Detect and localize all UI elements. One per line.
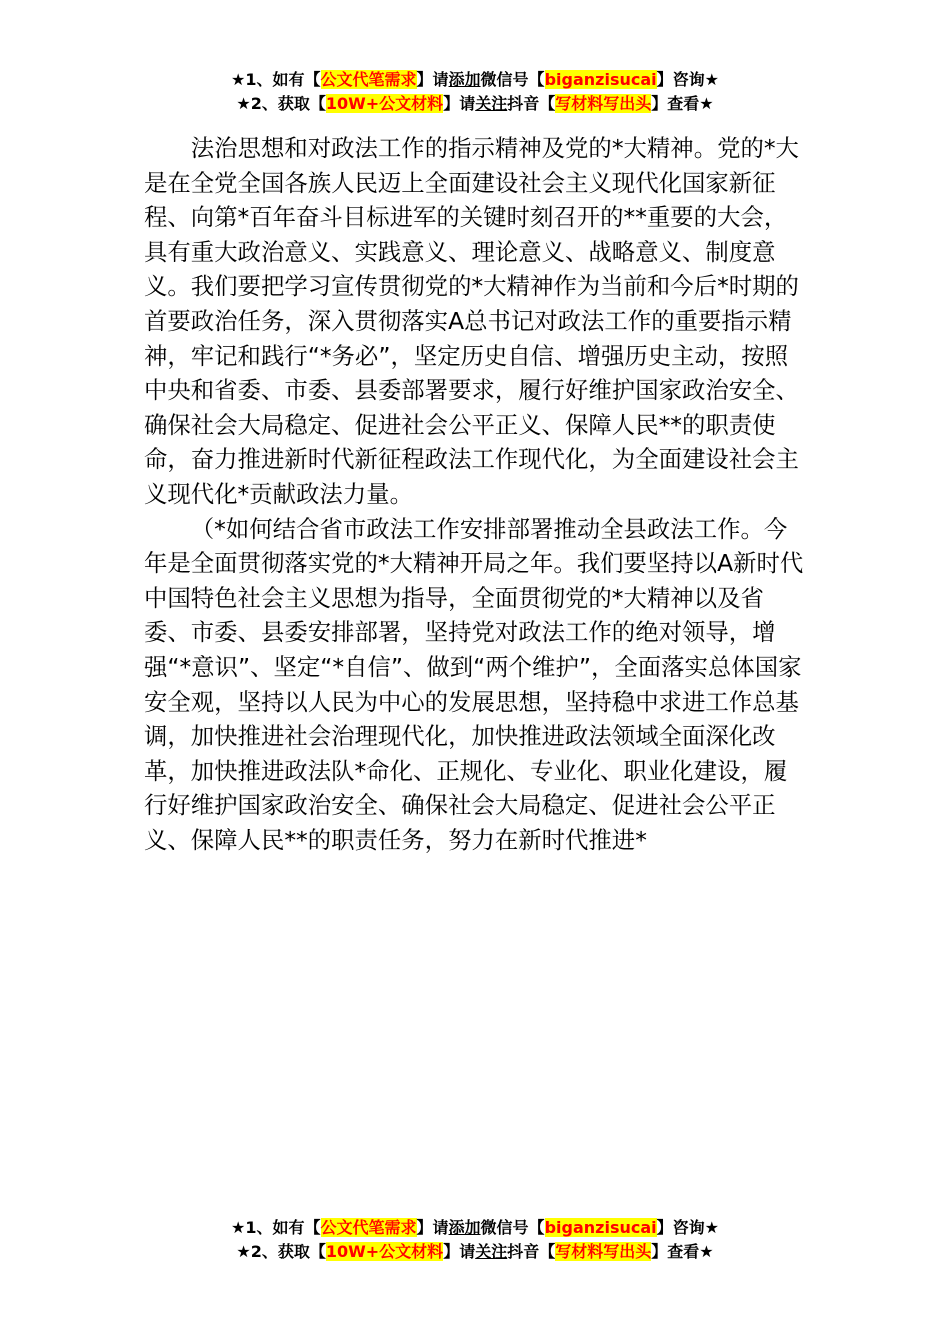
highlight-text: 10W+公文材料 xyxy=(325,1242,444,1261)
paragraph: 法治思想和对政法工作的指示精神及党的*大精神。党的*大是在全党全国各族人民迈上全面建设社会主义现代化国家新征程、向第*百年奋斗目标进军的关键时刻召开的**重要的大会，具有重大政治意义、实践意义、理论意义、战略意义、制度意义。我们要把学习宣传贯彻党的*大精神作为当前和今后*时期的首要政治任务，深入贯彻落实A总书记对政法工作的重要指示精神，牢记和践行“*务必”，坚定历史自信、增强历史主动，按照中央和省委、市委、县委部署要求，履行好维护国家政治安全、确保社会大局稳定、促进社会公平正义、保障人民**的职责使命，奋力推进新时代新征程政法工作现代化，为全面建设社会主义现代化*贡献政法力量。 xyxy=(144,134,799,508)
header-promo-banner xyxy=(0,68,950,116)
document-body xyxy=(144,131,808,857)
promo-line-1: ★1、如有【公文代笔需求】请添加微信号【biganzisucai】咨询★ xyxy=(231,1218,719,1237)
underlined-text: 添加 xyxy=(448,1218,481,1237)
highlight-text: 10W+公文材料 xyxy=(325,94,444,113)
highlight-text: 公文代笔需求 xyxy=(320,70,417,89)
underlined-text: 添加 xyxy=(448,70,481,89)
underlined-text: 关注 xyxy=(475,1242,508,1261)
promo-line-2: ★2、获取【10W+公文材料】请关注抖音【写材料写出头】查看★ xyxy=(236,94,714,113)
douyin-account: 写材料写出头 xyxy=(555,94,652,113)
wechat-id: biganzisucai xyxy=(544,1218,657,1237)
promo-line-1: ★1、如有【公文代笔需求】请添加微信号【biganzisucai】咨询★ xyxy=(231,70,719,89)
wechat-id: biganzisucai xyxy=(544,70,657,89)
paragraph: （*如何结合省市政法工作安排部署推动全县政法工作。今年是全面贯彻落实党的*大精神开局之年。我们要坚持以A新时代中国特色社会主义思想为指导，全面贯彻党的*大精神以及省委、市委、县委安排部署，坚持党对政法工作的绝对领导，增强“*意识”、坚定“*自信”、做到“两个维护”，全面落实总体国家安全观，坚持以人民为中心的发展思想，坚持稳中求进工作总基调，加快推进社会治理现代化，加快推进政法领域全面深化改革，加快推进政法队*命化、正规化、专业化、职业化建设，履行好维护国家政治安全、确保社会大局稳定、促进社会公平正义、保障人民**的职责任务，努力在新时代推进* xyxy=(144,514,804,854)
promo-line-2: ★2、获取【10W+公文材料】请关注抖音【写材料写出头】查看★ xyxy=(236,1242,714,1261)
footer-promo-banner xyxy=(0,1216,950,1264)
douyin-account: 写材料写出头 xyxy=(555,1242,652,1261)
underlined-text: 关注 xyxy=(475,94,508,113)
highlight-text: 公文代笔需求 xyxy=(320,1218,417,1237)
